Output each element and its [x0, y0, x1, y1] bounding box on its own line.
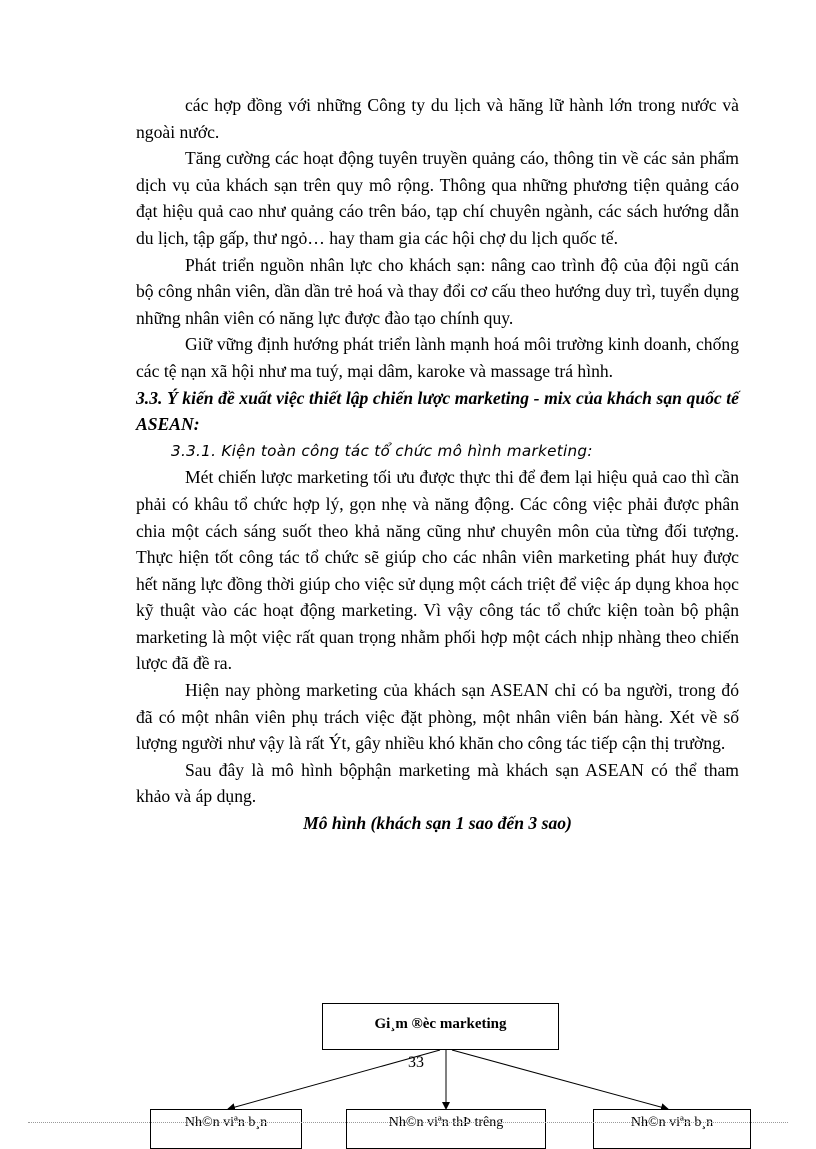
subsection-heading-3-3-1: 3.3.1. Kiện toàn công tác tổ chức mô hình marketing: [171, 441, 593, 460]
org-box-marketing-director: Gi¸m ®èc marketing [322, 1003, 559, 1050]
paragraph-human-resources: Phát triển nguồn nhân lực cho khách sạn: nâng cao trình độ của đội ngũ cán bộ công nhân viên, dần dần trẻ hoá và thay đổi cơ cấu theo hướng duy trì, tuyển dụng những nhân viên có năng lực được đào tạo chính quy. [136, 254, 739, 328]
diagram-caption: Mô hình (khách sạn 1 sao đến 3 sao) [303, 813, 572, 834]
connector-right-arrow [452, 1050, 668, 1109]
org-box-sales-staff-right: Nh©n viªn b¸n [593, 1109, 751, 1149]
paragraph-advertising: Tăng cường các hoạt động tuyên truyền quảng cáo, thông tin về các sản phẩm dịch vụ của khách sạn trên quy mô rộng. Thông qua những phương tiện quảng cáo đạt hiệu quả cao như quảng cáo trên báo, tạp chí chuyên ngành, các sách hướng dẫn du lịch, tập gấp, thư ngỏ… hay tham gia các hội chợ du lịch quốc tế. [136, 148, 739, 248]
org-box-market-staff: Nh©n viªn thÞ trêng [346, 1109, 546, 1149]
page-number: 33 [408, 1054, 424, 1071]
paragraph-marketing-department: Hiện nay phòng marketing của khách sạn ASEAN chỉ có ba người, trong đó đã có một nhân viên phụ trách việc đặt phòng, một nhân viên bán hàng. Xét về số lượng người như vậy là rất Ýt, gây nhiều khó khăn cho công tác tiếp cận thị trường. [136, 680, 739, 754]
section-heading-3-3: 3.3. Ý kiến đề xuất việc thiết lập chiến lược marketing - mix của khách sạn quốc tế ASEAN: [136, 387, 739, 435]
paragraph-model-intro: Sau đây là mô hình bộphận marketing mà khách sạn ASEAN có thể tham khảo và áp dụng. [136, 759, 739, 807]
paragraph-strategy: Mét chiến lược marketing tối ưu được thực thi để đem lại hiệu quả cao thì cần phải có khâu tổ chức hợp lý, gọn nhẹ và năng động. Các công việc phải được phân chia một cách sáng suốt theo khả năng cũng như chuyên môn của từng đối tượng. Thực hiện tốt công tác tổ chức sẽ giúp cho các nhân viên marketing phát huy được hết năng lực đồng thời giúp cho việc sử dụng một cách triệt để việc áp dụng khoa học kỹ thuật vào các hoạt động marketing. Vì vậy công tác tổ chức kiện toàn bộ phận marketing là một việc rất quan trọng nhằm phối hợp một cách nhịp nhàng theo chiến lược đã đề ra. [136, 467, 739, 674]
org-box-sales-staff-left: Nh©n viªn b¸n [150, 1109, 302, 1149]
paragraph-contracts: các hợp đồng với những Công ty du lịch và hãng lữ hành lớn trong nước và ngoài nước. [136, 95, 739, 142]
paragraph-business-environment: Giữ vững định hướng phát triển lành mạnh hoá môi trường kinh doanh, chống các tệ nạn xã hội như ma tuý, mại dâm, karoke và massage trá hình. [136, 334, 739, 381]
